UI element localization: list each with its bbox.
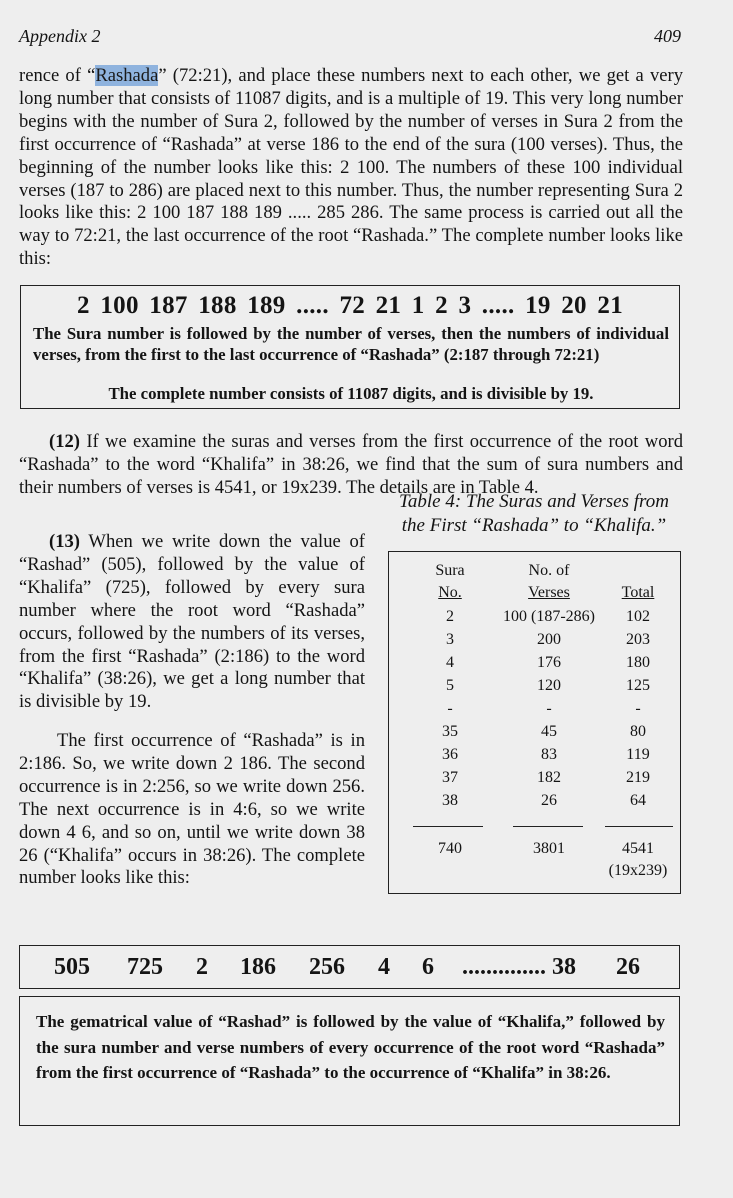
- long-number: 2 100 187 188 189 ..... 72 21 1 2 3 ..... 19 20 21: [77, 292, 623, 319]
- header-verses-top: No. of: [528, 562, 570, 579]
- long-number-conclusion: The complete number consists of 11087 digits, and is divisible by 19.: [108, 384, 594, 403]
- table-cell-sura: 37: [442, 769, 458, 786]
- highlighted-word[interactable]: Rashada: [95, 65, 159, 86]
- table-cell-sura: 35: [442, 723, 458, 740]
- sum-rule-verses: [513, 826, 583, 827]
- table-cell-total: -: [635, 700, 641, 717]
- paragraph-12-label: (12): [49, 431, 80, 452]
- table-cell-total: 203: [626, 631, 650, 648]
- table-cell-verses: 120: [537, 677, 561, 694]
- table-cell-total: 80: [630, 723, 646, 740]
- table-cell-total: 180: [626, 654, 650, 671]
- table-cell-total: 64: [630, 792, 646, 809]
- intro-paragraph: [19, 65, 683, 271]
- sum-rule-sura: [413, 826, 483, 827]
- table-cell-verses: 182: [537, 769, 561, 786]
- chapter-title: Appendix 2: [19, 26, 101, 46]
- long-number-box: [20, 285, 680, 409]
- table-cell-total: 102: [626, 608, 650, 625]
- sum-total-note: (19x239): [608, 862, 668, 879]
- table-cell-verses: 26: [541, 792, 557, 809]
- table-cell-total: 219: [626, 769, 650, 786]
- table-cell-verses: 200: [537, 631, 561, 648]
- table-4: [388, 551, 681, 894]
- table-cell-sura: 5: [446, 677, 454, 694]
- header-sura-top: Sura: [435, 562, 465, 579]
- long-number-description: The Sura number is followed by the number of verses, then the numbers of individual verses, from the first to the last occurrence of “Rashada” (2:187 through 72:21): [33, 324, 669, 364]
- header-total: Total: [621, 584, 655, 601]
- paragraph-14: [19, 730, 365, 890]
- sum-sura: 740: [438, 840, 462, 857]
- sequence-part: 256: [309, 954, 345, 980]
- paragraph-13-text: When we write down the value of “Rashad” (505), followed by the value of “Khalifa” (725), followed by every sura number where the root word “Rashada” occurs, followed by the numbers of its verses, from the first “Rashada” (2:186) to the word “Khalifa” (38:26), we get a long number that is divisible by 19.: [19, 531, 365, 713]
- header-sura-bottom: No.: [438, 584, 462, 601]
- sequence-part: 725: [127, 954, 163, 980]
- intro-text-rest: ” (72:21), and place these numbers next to each other, we get a very long number that consists of 11087 digits, and is a multiple of 19. This very long number begins with the number of Sura 2, followed by the number of verses in Sura 2 from the first occurrence of “Rashada” at verse 186 to the end of the sura (100 verses). Thus, the beginning of the number looks like this: 2 100. The numbers of these 100 individual verses (187 to 286) are placed next to this number. Thus, the number representing Sura 2 looks like this: 2 100 187 188 189 ..... 285 286. The same process is carried out all the way to 72:21, the last occurrence of the root “Rashada.” The complete number looks like this:: [19, 65, 683, 270]
- page-number: 409: [654, 26, 681, 46]
- table-cell-total: 125: [626, 677, 650, 694]
- table-cell-verses: 100 (187-286): [503, 608, 595, 625]
- running-header: [19, 26, 681, 50]
- sequence-part: 26: [616, 954, 640, 980]
- table-cell-sura: 36: [442, 746, 458, 763]
- sequence-part: 6: [422, 954, 434, 980]
- sum-rule-total: [605, 826, 673, 827]
- paragraph-13-label: (13): [49, 531, 80, 552]
- table-cell-sura: 2: [446, 608, 454, 625]
- table-cell-sura: 38: [442, 792, 458, 809]
- table-cell-sura: 4: [446, 654, 454, 671]
- table-caption: [376, 490, 692, 538]
- table-cell-verses: -: [546, 700, 552, 717]
- number-sequence-box: [19, 945, 680, 989]
- table-cell-verses: 45: [541, 723, 557, 740]
- sequence-part: 4: [378, 954, 390, 980]
- table-cell-verses: 176: [537, 654, 561, 671]
- paragraph-12-text: If we examine the suras and verses from the first occurrence of the root word “Rashada” to the word “Khalifa” in 38:26, we find that the sum of sura numbers and their numbers of verses is 4541, or 19x239. The details are in Table 4.: [19, 431, 683, 498]
- intro-text-start: rence of “: [19, 65, 96, 86]
- paragraph-13: [19, 531, 365, 714]
- sequence-part: .............. 38: [462, 954, 576, 980]
- sequence-part: 505: [54, 954, 90, 980]
- sequence-part: 186: [240, 954, 276, 980]
- table-caption-line-1: Table 4: The Suras and Verses from: [399, 491, 669, 512]
- paragraph-14-text: The first occurrence of “Rashada” is in 2:186. So, we write down 2 186. The second occurrence is in 2:256, so we write down 256. The next occurrence is in 4:6, so we write down 4 6, and so on, until we write down 38 26 (“Khalifa” occurs in 38:26). The complete number looks like this:: [19, 730, 365, 889]
- table-cell-sura: 3: [446, 631, 454, 648]
- sum-verses: 3801: [533, 840, 565, 857]
- sequence-explanation: The gematrical value of “Rashad” is followed by the value of “Khalifa,” followed by the sura number and verse numbers of every occurrence of the root word “Rashada” from the first occurrence of “Rashada” to the occurrence of “Khalifa” in 38:26.: [36, 1012, 665, 1082]
- table-caption-line-2: the First “Rashada” to “Khalifa.”: [401, 515, 667, 536]
- sum-total: 4541: [622, 840, 654, 857]
- table-cell-total: 119: [626, 746, 650, 763]
- table-cell-verses: 83: [541, 746, 557, 763]
- sequence-explanation-box: [19, 996, 680, 1126]
- header-verses-bottom: Verses: [528, 584, 570, 601]
- sequence-part: 2: [196, 954, 208, 980]
- table-cell-sura: -: [447, 700, 453, 717]
